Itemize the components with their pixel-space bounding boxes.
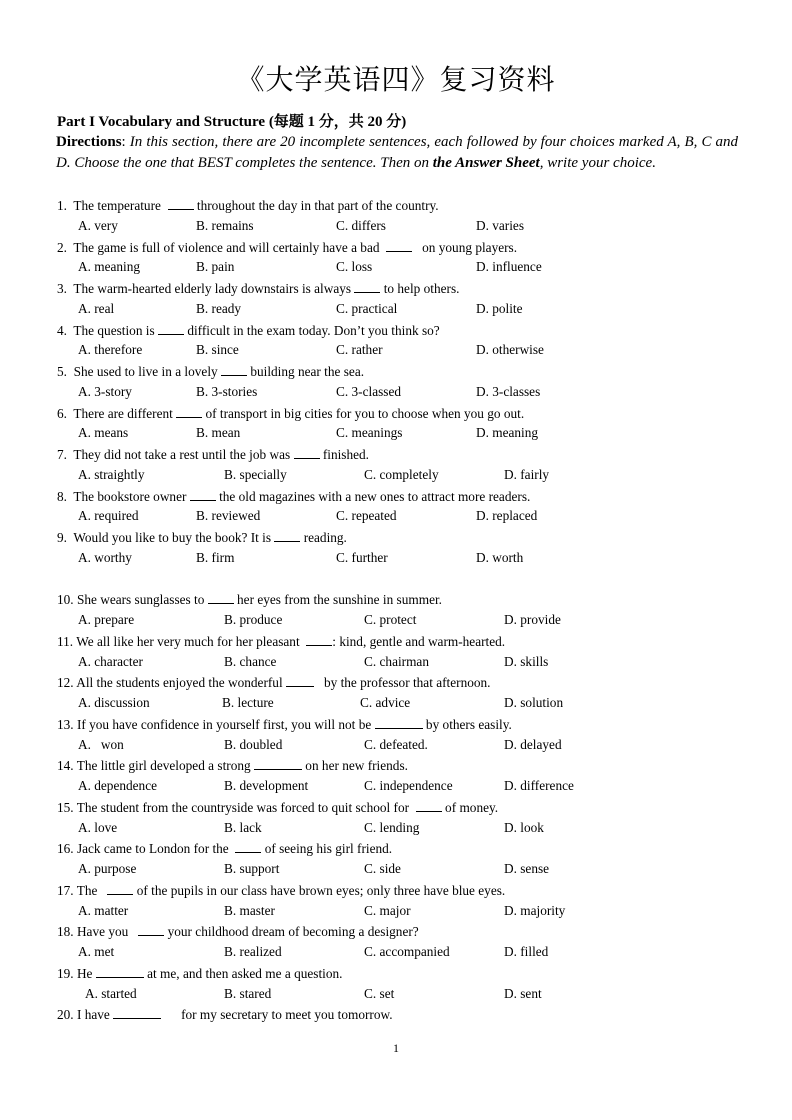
option-a: A. met (78, 944, 115, 959)
option-b: B. remains (196, 218, 254, 233)
option-c: C. further (336, 550, 388, 565)
question-stem: 20. I have for my secretary to meet you tomorrow. (57, 1007, 393, 1022)
option-c: C. accompanied (364, 944, 450, 959)
option-d: D. varies (476, 218, 524, 233)
option-b: B. chance (224, 654, 277, 669)
option-c: C. independence (364, 778, 453, 793)
answer-blank (208, 591, 234, 604)
option-c: C. chairman (364, 654, 429, 669)
option-d: D. meaning (476, 425, 539, 440)
question-stem: 7. They did not take a rest until the job was finished. (57, 447, 369, 462)
option-b: B. support (224, 861, 280, 876)
option-c: C. advice (360, 695, 411, 710)
option-c: C. major (364, 903, 411, 918)
option-b: B. mean (196, 425, 241, 440)
option-b: B. lecture (222, 695, 274, 710)
option-a: A. dependence (78, 778, 158, 793)
option-d: D. sent (504, 986, 542, 1001)
option-b: B. reviewed (196, 508, 261, 523)
answer-blank (158, 322, 184, 335)
option-d: D. solution (504, 695, 564, 710)
option-b: B. ready (196, 301, 242, 316)
part-heading: Part I Vocabulary and Structure (每题 1 分，共 20 分) (57, 114, 407, 130)
option-d: D. delayed (504, 737, 562, 752)
directions-text-1: In this section, there are 20 incomplete sentences, each followed by four choices marked A, B, C and D. Choose the one that BEST completes the sentence. Then on (56, 134, 739, 171)
option-d: D. look (504, 820, 544, 835)
option-b: B. since (196, 342, 239, 357)
question-stem: 3. The warm-hearted elderly lady downstairs is always to help others. (57, 281, 460, 296)
question-stem: 6. There are different of transport in big cities for you to choose when you go out. (57, 406, 525, 421)
option-d: D. sense (504, 861, 550, 876)
answer-blank (113, 1006, 161, 1019)
option-b: B. doubled (224, 737, 283, 752)
question-stem: 2. The game is full of violence and will certainly have a bad on young players. (57, 240, 518, 255)
option-b: B. development (224, 778, 309, 793)
answer-blank (416, 799, 442, 812)
option-b: B. lack (224, 820, 262, 835)
option-c: C. completely (364, 467, 439, 482)
option-b: B. produce (224, 612, 283, 627)
option-a: A. character (78, 654, 143, 669)
question-stem: 4. The question is difficult in the exam today. Don’t you think so? (57, 323, 440, 338)
option-d: D. polite (476, 301, 523, 316)
option-d: D. fairly (504, 467, 550, 482)
answer-blank (306, 633, 332, 646)
option-a: A. meaning (78, 259, 141, 274)
option-c: C. defeated. (364, 737, 428, 752)
question-stem: 1. The temperature throughout the day in that part of the country. (57, 198, 439, 213)
question-stem: 18. Have you your childhood dream of becoming a designer? (57, 924, 419, 939)
option-a: A. discussion (78, 695, 150, 710)
directions-bold: the Answer Sheet (432, 155, 540, 171)
answer-blank (375, 716, 423, 729)
option-a: A. means (78, 425, 129, 440)
answer-blank (190, 488, 216, 501)
option-a: A. matter (78, 903, 129, 918)
question-stem: 14. The little girl developed a strong on her new friends. (57, 758, 408, 773)
option-d: D. replaced (476, 508, 538, 523)
answer-blank (354, 280, 380, 293)
answer-blank (107, 882, 133, 895)
option-c: C. side (364, 861, 401, 876)
option-a: A. won (78, 737, 124, 752)
option-a: A. straightly (78, 467, 145, 482)
question-stem: 12. All the students enjoyed the wonderful by the professor that afternoon. (57, 675, 491, 690)
answer-blank (286, 674, 314, 687)
option-d: D. otherwise (476, 342, 544, 357)
answer-blank (294, 446, 320, 459)
document-title: 《大学英语四》复习资料 (236, 63, 556, 96)
option-c: C. lending (364, 820, 420, 835)
question-stem: 16. Jack came to London for the of seeing his girl friend. (57, 841, 393, 856)
option-c: C. rather (336, 342, 383, 357)
question-stem: 15. The student from the countryside was forced to quit school for of money. (57, 800, 499, 815)
question-stem: 9. Would you like to buy the book? It is reading. (57, 530, 347, 545)
option-d: D. worth (476, 550, 524, 565)
answer-blank (221, 363, 247, 376)
option-b: B. firm (196, 550, 235, 565)
option-c: C. practical (336, 301, 398, 316)
option-a: A. worthy (78, 550, 132, 565)
option-b: B. master (224, 903, 275, 918)
option-a: A. started (85, 986, 137, 1001)
option-d: D. difference (504, 778, 574, 793)
option-a: A. required (78, 508, 139, 523)
option-b: B. 3-stories (196, 384, 258, 399)
answer-blank (235, 840, 261, 853)
answer-blank (386, 239, 412, 252)
option-b: B. realized (224, 944, 282, 959)
question-stem: 10. She wears sunglasses to her eyes from the sunshine in summer. (57, 592, 442, 607)
question-stem: 13. If you have confidence in yourself first, you will not be by others easily. (57, 717, 512, 732)
directions-text-2: , write your choice. (539, 155, 656, 171)
option-a: A. love (78, 820, 118, 835)
question-stem: 11. We all like her very much for her pleasant : kind, gentle and warm-hearted. (57, 634, 506, 649)
directions: Directions: In this section, there are 20 incomplete sentences, each followed by four choices marked A, B, C and D. Choose the one that BEST completes the sentence. Then on the Answer Sheet, write your choice. (56, 134, 739, 171)
option-d: D. 3-classes (476, 384, 541, 399)
option-b: B. stared (224, 986, 272, 1001)
option-c: C. set (364, 986, 395, 1001)
option-a: A. 3-story (78, 384, 132, 399)
option-d: D. provide (504, 612, 561, 627)
option-d: D. majority (504, 903, 566, 918)
option-c: C. 3-classed (336, 384, 401, 399)
page-number: 1 (393, 1041, 399, 1055)
option-a: A. therefore (78, 342, 143, 357)
option-a: A. purpose (78, 861, 137, 876)
question-stem: 19. He at me, and then asked me a question. (57, 966, 343, 981)
option-c: C. differs (336, 218, 386, 233)
answer-blank (176, 405, 202, 418)
option-d: D. skills (504, 654, 549, 669)
option-d: D. influence (476, 259, 542, 274)
answer-blank (96, 965, 144, 978)
question-stem: 17. The of the pupils in our class have brown eyes; only three have blue eyes. (57, 883, 506, 898)
option-c: C. repeated (336, 508, 397, 523)
directions-label: Directions (56, 134, 122, 150)
option-b: B. pain (196, 259, 235, 274)
option-a: A. very (78, 218, 118, 233)
answer-blank (138, 923, 164, 936)
option-c: C. meanings (336, 425, 403, 440)
answer-blank (254, 757, 302, 770)
option-d: D. filled (504, 944, 549, 959)
option-b: B. specially (224, 467, 287, 482)
answer-blank (274, 529, 300, 542)
option-a: A. real (78, 301, 115, 316)
option-c: C. protect (364, 612, 417, 627)
answer-blank (168, 197, 194, 210)
question-stem: 8. The bookstore owner the old magazines with a new ones to attract more readers. (57, 489, 531, 504)
question-stem: 5. She used to live in a lovely building near the sea. (57, 364, 365, 379)
option-a: A. prepare (78, 612, 135, 627)
option-c: C. loss (336, 259, 373, 274)
